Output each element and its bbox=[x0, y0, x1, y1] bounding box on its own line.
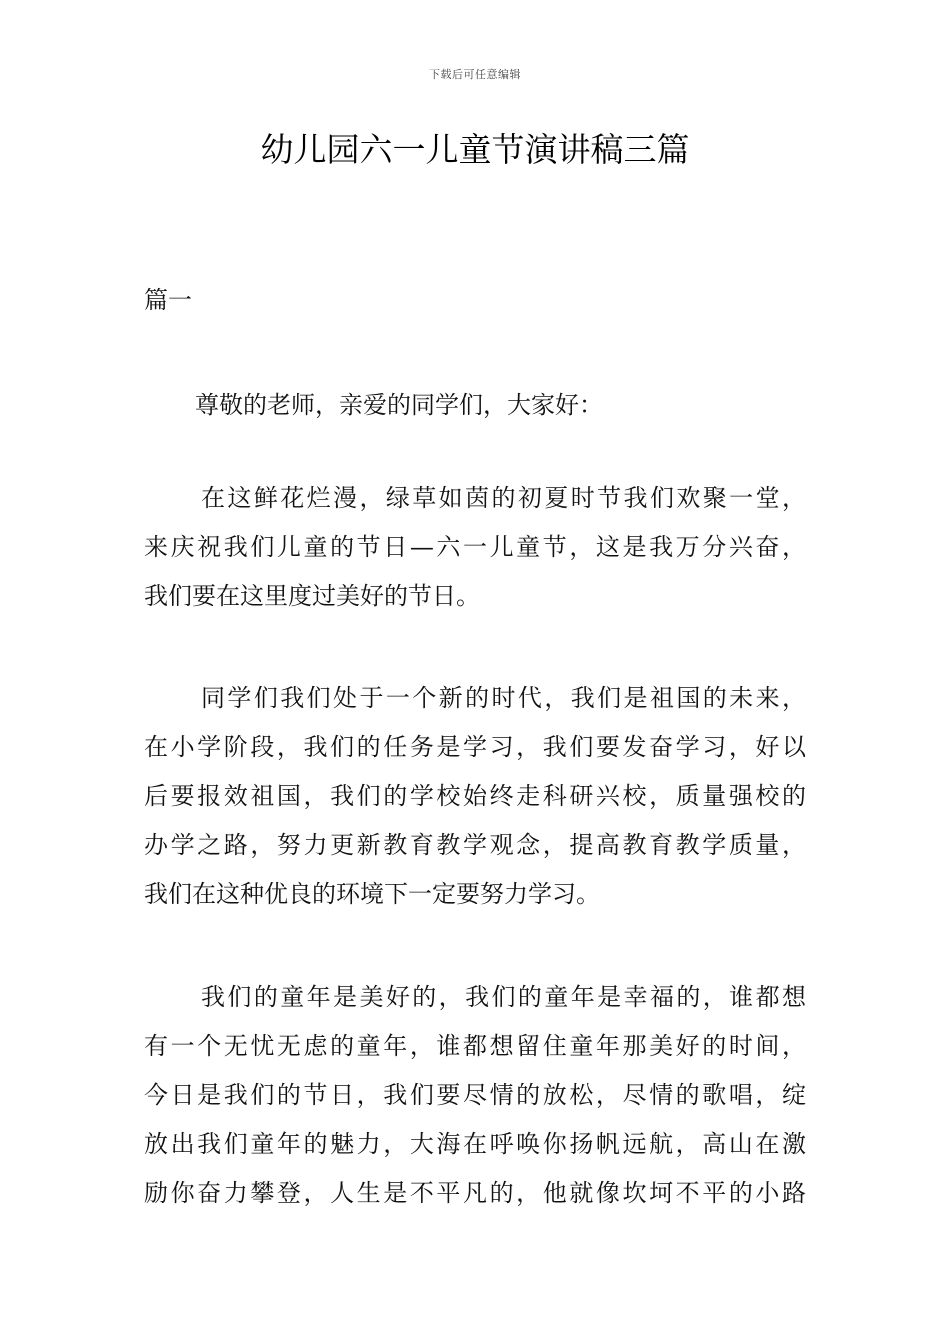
paragraph-line: 有一个无忧无虑的童年，谁都想留住童年那美好的时间， bbox=[144, 1032, 806, 1060]
paragraph-line: 同学们我们处于一个新的时代，我们是祖国的未来， bbox=[201, 684, 806, 712]
paragraph-line: 在这鲜花烂漫，绿草如茵的初夏时节我们欢聚一堂， bbox=[201, 484, 806, 512]
greeting-paragraph bbox=[144, 381, 857, 430]
paragraph-2 bbox=[144, 674, 806, 919]
paragraph-line: 来庆祝我们儿童的节日—六一儿童节，这是我万分兴奋， bbox=[144, 533, 806, 561]
paragraph-line: 我们要在这里度过美好的节日。 bbox=[144, 582, 480, 610]
header-note: 下载后可任意编辑 bbox=[429, 68, 521, 81]
paragraph-line: 励你奋力攀登，人生是不平凡的，他就像坎坷不平的小路 bbox=[144, 1179, 806, 1207]
paragraph-line: 办学之路，努力更新教育教学观念，提高教育教学质量， bbox=[144, 831, 806, 859]
paragraph-line: 我们在这种优良的环境下一定要努力学习。 bbox=[144, 880, 600, 908]
paragraph-line: 我们的童年是美好的，我们的童年是幸福的，谁都想 bbox=[201, 983, 806, 1011]
paragraph-3 bbox=[144, 973, 806, 1218]
document-title: 幼儿园六一儿童节演讲稿三篇 bbox=[260, 130, 690, 169]
paragraph-line: 在小学阶段，我们的任务是学习，我们要发奋学习，好以 bbox=[144, 733, 806, 761]
paragraph-1 bbox=[144, 474, 806, 621]
greeting-line: 尊敬的老师，亲爱的同学们，大家好： bbox=[195, 391, 603, 419]
paragraph-line: 今日是我们的节日，我们要尽情的放松，尽情的歌唱，绽 bbox=[144, 1081, 806, 1109]
paragraph-line: 后要报效祖国，我们的学校始终走科研兴校，质量强校的 bbox=[144, 782, 806, 810]
paragraph-line: 放出我们童年的魅力，大海在呼唤你扬帆远航，高山在激 bbox=[144, 1130, 806, 1158]
section-label: 篇一 bbox=[144, 286, 192, 314]
